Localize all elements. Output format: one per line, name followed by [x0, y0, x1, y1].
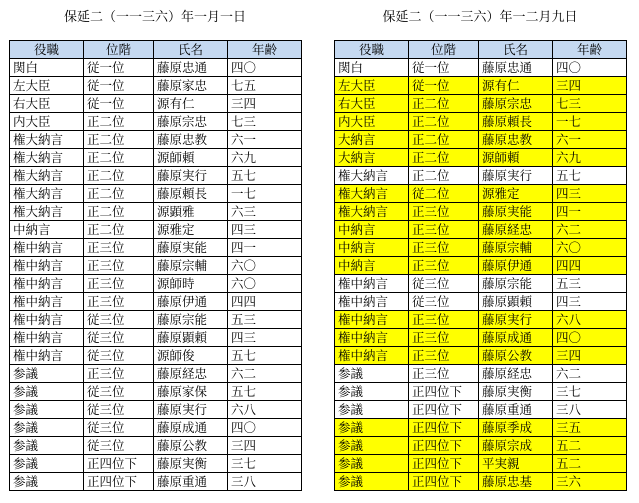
cell-rank: 正二位: [84, 149, 154, 167]
cell-post: 権中納言: [335, 293, 409, 311]
cell-post: 参議: [335, 383, 409, 401]
cell-name: 藤原実行: [479, 167, 553, 185]
table-row: [335, 473, 627, 491]
cell-post: 権中納言: [10, 293, 84, 311]
cell-post: 権中納言: [10, 239, 84, 257]
cell-age: 六〇: [228, 275, 302, 293]
cell-name: 源師頼: [154, 149, 228, 167]
table-row: [335, 185, 627, 203]
cell-post: 権大納言: [335, 185, 409, 203]
table-header-row: [335, 41, 627, 59]
cell-age: 五二: [553, 455, 627, 473]
table-row: [10, 311, 302, 329]
cell-rank: 正二位: [409, 149, 479, 167]
cell-rank: 正四位下: [409, 455, 479, 473]
table-row: [10, 185, 302, 203]
cell-post: 権大納言: [335, 203, 409, 221]
cell-post: 参議: [10, 401, 84, 419]
cell-name: 藤原実衡: [479, 383, 553, 401]
cell-rank: 正二位: [84, 167, 154, 185]
header-name: 氏名: [154, 41, 228, 59]
cell-post: 関白: [10, 59, 84, 77]
cell-rank: 従三位: [84, 347, 154, 365]
table-row: [10, 401, 302, 419]
cell-age: 四〇: [228, 419, 302, 437]
cell-rank: 正四位下: [84, 473, 154, 491]
cell-post: 参議: [335, 437, 409, 455]
cell-name: 藤原実行: [154, 167, 228, 185]
cell-post: 参議: [10, 473, 84, 491]
table-row: [335, 401, 627, 419]
cell-rank: 正二位: [84, 185, 154, 203]
cell-post: 権大納言: [10, 149, 84, 167]
cell-age: 三四: [228, 437, 302, 455]
cell-rank: 従一位: [409, 59, 479, 77]
cell-name: 藤原忠教: [154, 131, 228, 149]
cell-rank: 正二位: [84, 131, 154, 149]
cell-rank: 正三位: [409, 257, 479, 275]
cell-age: 五三: [228, 311, 302, 329]
cell-name: 平実親: [479, 455, 553, 473]
cell-age: 四三: [553, 293, 627, 311]
cell-post: 権大納言: [10, 167, 84, 185]
cell-name: 藤原経忠: [479, 221, 553, 239]
cell-post: 関白: [335, 59, 409, 77]
cell-age: 六〇: [228, 257, 302, 275]
table-row: [10, 221, 302, 239]
header-rank: 位階: [84, 41, 154, 59]
table-row: [335, 347, 627, 365]
cell-rank: 従二位: [409, 185, 479, 203]
cell-rank: 従一位: [409, 77, 479, 95]
cell-age: 七五: [228, 77, 302, 95]
cell-post: 右大臣: [10, 95, 84, 113]
cell-post: 左大臣: [10, 77, 84, 95]
table-header-row: [10, 41, 302, 59]
cell-name: 藤原忠教: [479, 131, 553, 149]
cell-age: 五七: [228, 383, 302, 401]
cell-rank: 従一位: [84, 59, 154, 77]
cell-rank: 従三位: [84, 329, 154, 347]
table-row: [335, 311, 627, 329]
cell-name: 藤原経忠: [479, 365, 553, 383]
cell-name: 藤原頼長: [479, 113, 553, 131]
cell-name: 藤原公教: [479, 347, 553, 365]
cell-rank: 従三位: [84, 437, 154, 455]
table-row: [335, 77, 627, 95]
cell-rank: 正二位: [409, 95, 479, 113]
cell-rank: 従三位: [84, 383, 154, 401]
header-rank: 位階: [409, 41, 479, 59]
table-row: [335, 59, 627, 77]
cell-rank: 正二位: [84, 203, 154, 221]
cell-age: 五七: [228, 347, 302, 365]
cell-age: 五七: [553, 167, 627, 185]
cell-age: 四〇: [553, 329, 627, 347]
cell-name: 藤原顕頼: [154, 329, 228, 347]
cell-age: 六八: [553, 311, 627, 329]
cell-name: 藤原宗忠: [479, 95, 553, 113]
cell-rank: 正三位: [409, 347, 479, 365]
cell-age: 三八: [553, 401, 627, 419]
table-row: [335, 113, 627, 131]
table-row: [335, 203, 627, 221]
cell-age: 四〇: [228, 59, 302, 77]
cell-name: 藤原宗能: [154, 311, 228, 329]
cell-age: 四三: [228, 329, 302, 347]
cell-post: 権中納言: [335, 311, 409, 329]
cell-post: 参議: [335, 365, 409, 383]
cell-post: 内大臣: [10, 113, 84, 131]
cell-name: 藤原季成: [479, 419, 553, 437]
cell-age: 三四: [228, 95, 302, 113]
cell-rank: 正三位: [409, 239, 479, 257]
cell-rank: 正三位: [409, 221, 479, 239]
cell-rank: 正三位: [84, 365, 154, 383]
cell-name: 藤原忠基: [479, 473, 553, 491]
cell-post: 権中納言: [10, 329, 84, 347]
cell-name: 源有仁: [154, 95, 228, 113]
cell-post: 権大納言: [10, 185, 84, 203]
cell-name: 源師頼: [479, 149, 553, 167]
cell-post: 左大臣: [335, 77, 409, 95]
cell-name: 藤原成通: [154, 419, 228, 437]
cell-age: 三六: [553, 473, 627, 491]
cell-rank: 正二位: [84, 221, 154, 239]
cell-age: 六三: [228, 203, 302, 221]
cell-age: 三四: [553, 77, 627, 95]
cell-rank: 正二位: [409, 131, 479, 149]
cell-name: 源雅定: [479, 185, 553, 203]
table-row: [335, 419, 627, 437]
cell-age: 六一: [228, 131, 302, 149]
cell-name: 藤原家保: [154, 383, 228, 401]
cell-rank: 従三位: [409, 275, 479, 293]
cell-rank: 従三位: [84, 401, 154, 419]
cell-post: 参議: [335, 401, 409, 419]
table-row: [10, 275, 302, 293]
cell-post: 参議: [335, 473, 409, 491]
left-officials-table: [9, 40, 302, 491]
left-panel-title: 保延二（一一三六）年一月一日: [63, 10, 246, 25]
cell-post: 権大納言: [10, 131, 84, 149]
cell-post: 権大納言: [10, 203, 84, 221]
cell-age: 六九: [553, 149, 627, 167]
table-row: [335, 221, 627, 239]
cell-post: 大納言: [335, 131, 409, 149]
right-officials-table: [334, 40, 627, 491]
table-row: [10, 131, 302, 149]
cell-name: 藤原宗輔: [479, 239, 553, 257]
table-row: [10, 437, 302, 455]
cell-post: 権中納言: [10, 275, 84, 293]
table-row: [10, 257, 302, 275]
cell-age: 三七: [228, 455, 302, 473]
cell-post: 中納言: [335, 221, 409, 239]
cell-post: 権中納言: [335, 275, 409, 293]
cell-post: 中納言: [10, 221, 84, 239]
table-row: [10, 293, 302, 311]
cell-rank: 正四位下: [409, 473, 479, 491]
cell-rank: 従三位: [84, 311, 154, 329]
cell-name: 源雅定: [154, 221, 228, 239]
cell-post: 内大臣: [335, 113, 409, 131]
table-row: [10, 473, 302, 491]
cell-post: 参議: [10, 383, 84, 401]
cell-age: 四〇: [553, 59, 627, 77]
cell-name: 源師俊: [154, 347, 228, 365]
table-row: [10, 95, 302, 113]
cell-rank: 正三位: [409, 329, 479, 347]
table-row: [335, 275, 627, 293]
cell-name: 藤原重通: [154, 473, 228, 491]
table-row: [10, 347, 302, 365]
cell-name: 藤原宗輔: [154, 257, 228, 275]
cell-rank: 従一位: [84, 95, 154, 113]
cell-name: 藤原実能: [479, 203, 553, 221]
cell-name: 藤原実能: [154, 239, 228, 257]
cell-age: 四三: [553, 185, 627, 203]
cell-post: 参議: [10, 419, 84, 437]
cell-name: 藤原実行: [479, 311, 553, 329]
cell-rank: 正四位下: [409, 419, 479, 437]
cell-name: 藤原顕頼: [479, 293, 553, 311]
cell-age: 一七: [553, 113, 627, 131]
cell-name: 藤原伊通: [154, 293, 228, 311]
table-row: [335, 293, 627, 311]
cell-age: 六〇: [553, 239, 627, 257]
cell-name: 源顕雅: [154, 203, 228, 221]
cell-age: 三七: [553, 383, 627, 401]
cell-age: 四一: [228, 239, 302, 257]
table-row: [10, 149, 302, 167]
cell-rank: 従三位: [84, 419, 154, 437]
cell-post: 中納言: [335, 239, 409, 257]
table-row: [335, 437, 627, 455]
cell-post: 参議: [10, 365, 84, 383]
cell-rank: 正四位下: [409, 437, 479, 455]
table-row: [10, 203, 302, 221]
table-row: [335, 257, 627, 275]
cell-name: 藤原忠通: [479, 59, 553, 77]
table-row: [335, 239, 627, 257]
cell-name: 藤原忠通: [154, 59, 228, 77]
cell-name: 藤原実衡: [154, 455, 228, 473]
cell-rank: 正二位: [84, 113, 154, 131]
cell-name: 藤原伊通: [479, 257, 553, 275]
cell-post: 大納言: [335, 149, 409, 167]
cell-age: 五七: [228, 167, 302, 185]
table-row: [335, 131, 627, 149]
cell-rank: 正三位: [84, 257, 154, 275]
cell-name: 藤原宗忠: [154, 113, 228, 131]
table-row: [335, 149, 627, 167]
cell-age: 一七: [228, 185, 302, 203]
cell-post: 権中納言: [335, 347, 409, 365]
cell-post: 権中納言: [10, 347, 84, 365]
cell-name: 藤原宗能: [479, 275, 553, 293]
table-row: [10, 455, 302, 473]
cell-name: 藤原重通: [479, 401, 553, 419]
table-row: [10, 329, 302, 347]
cell-post: 権大納言: [335, 167, 409, 185]
cell-post: 参議: [10, 437, 84, 455]
cell-age: 三四: [553, 347, 627, 365]
cell-age: 六二: [228, 365, 302, 383]
cell-age: 七三: [228, 113, 302, 131]
cell-rank: 正三位: [409, 365, 479, 383]
cell-age: 三五: [553, 419, 627, 437]
cell-name: 藤原成通: [479, 329, 553, 347]
cell-rank: 従三位: [409, 293, 479, 311]
header-age: 年齢: [228, 41, 302, 59]
table-row: [10, 383, 302, 401]
table-row: [10, 365, 302, 383]
table-row: [335, 167, 627, 185]
table-row: [10, 59, 302, 77]
table-row: [10, 167, 302, 185]
cell-post: 権中納言: [10, 257, 84, 275]
table-row: [335, 365, 627, 383]
cell-name: 藤原宗成: [479, 437, 553, 455]
cell-age: 四三: [228, 221, 302, 239]
cell-name: 源師時: [154, 275, 228, 293]
cell-name: 源有仁: [479, 77, 553, 95]
right-panel-title: 保延二（一一三六）年一二月九日: [382, 10, 578, 25]
table-row: [10, 239, 302, 257]
header-name: 氏名: [479, 41, 553, 59]
cell-post: 権中納言: [10, 311, 84, 329]
table-row: [10, 419, 302, 437]
table-row: [10, 113, 302, 131]
cell-post: 参議: [335, 419, 409, 437]
cell-post: 中納言: [335, 257, 409, 275]
table-row: [10, 77, 302, 95]
cell-age: 三八: [228, 473, 302, 491]
header-age: 年齢: [553, 41, 627, 59]
table-row: [335, 329, 627, 347]
cell-rank: 正三位: [409, 311, 479, 329]
cell-rank: 正三位: [84, 239, 154, 257]
cell-age: 六九: [228, 149, 302, 167]
cell-name: 藤原公教: [154, 437, 228, 455]
header-post: 役職: [10, 41, 84, 59]
table-row: [335, 95, 627, 113]
cell-post: 右大臣: [335, 95, 409, 113]
header-post: 役職: [335, 41, 409, 59]
table-body: [10, 59, 302, 491]
table-row: [335, 383, 627, 401]
cell-rank: 正四位下: [409, 383, 479, 401]
cell-name: 藤原頼長: [154, 185, 228, 203]
cell-age: 六二: [553, 221, 627, 239]
cell-age: 五二: [553, 437, 627, 455]
cell-post: 参議: [10, 455, 84, 473]
cell-age: 四四: [228, 293, 302, 311]
cell-name: 藤原経忠: [154, 365, 228, 383]
cell-post: 参議: [335, 455, 409, 473]
cell-age: 四四: [553, 257, 627, 275]
cell-post: 権中納言: [335, 329, 409, 347]
table-row: [335, 455, 627, 473]
table-body: [335, 59, 627, 491]
cell-rank: 正三位: [84, 293, 154, 311]
cell-age: 五三: [553, 275, 627, 293]
cell-rank: 正三位: [84, 275, 154, 293]
cell-rank: 従一位: [84, 77, 154, 95]
cell-rank: 正二位: [409, 113, 479, 131]
cell-rank: 正三位: [409, 203, 479, 221]
cell-age: 七三: [553, 95, 627, 113]
cell-age: 六一: [553, 131, 627, 149]
cell-name: 藤原実行: [154, 401, 228, 419]
cell-rank: 正四位下: [409, 401, 479, 419]
cell-age: 四一: [553, 203, 627, 221]
cell-name: 藤原家忠: [154, 77, 228, 95]
cell-age: 六二: [553, 365, 627, 383]
cell-rank: 正四位下: [84, 455, 154, 473]
cell-rank: 正二位: [409, 167, 479, 185]
cell-age: 六八: [228, 401, 302, 419]
